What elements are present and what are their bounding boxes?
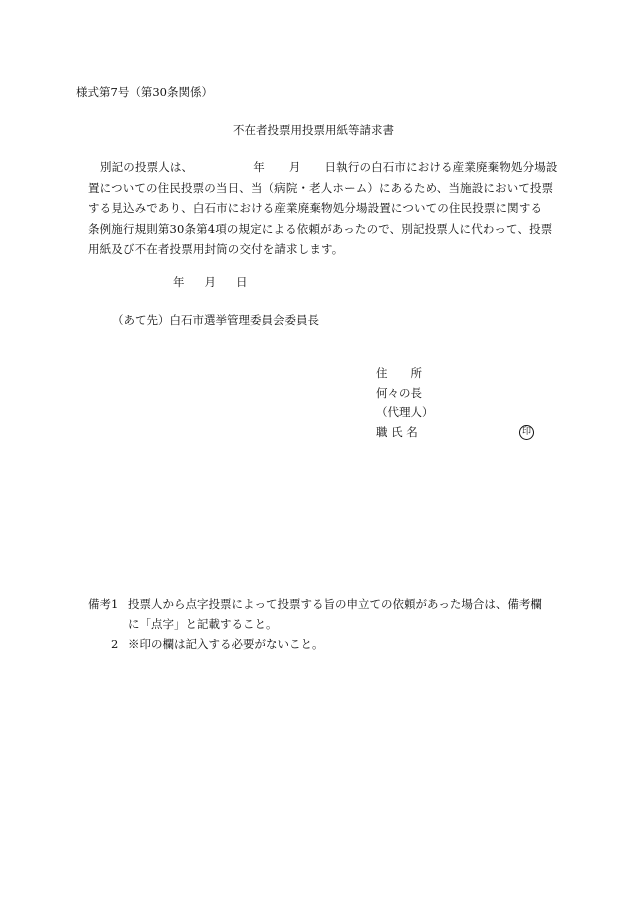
note-2: [88, 634, 542, 654]
name-label: 職 氏 名: [376, 425, 418, 439]
document-title: 不在者投票用投票用紙等請求書: [233, 123, 394, 137]
body-line-3: する見込みであり、白石市における産業廃棄物処分場設置についての住民投票に関する: [88, 201, 543, 216]
date-month: 月: [204, 275, 216, 289]
note-1-text-line-2: に「点字」と記載すること。: [128, 617, 278, 631]
notes-label: 備考1: [88, 597, 119, 611]
proxy-label: （代理人）: [376, 405, 434, 419]
body-line-1: [88, 157, 558, 178]
notes-section: [88, 594, 542, 654]
head-label: 何々の長: [376, 386, 422, 400]
body-line-1-start: 別記の投票人は、: [100, 160, 194, 174]
request-body: [88, 157, 558, 260]
date-year: 年: [173, 275, 185, 289]
note-2-text: ※印の欄は記入する必要がないこと。: [128, 637, 324, 651]
date-day: 日: [236, 275, 248, 289]
note-1: [88, 594, 542, 614]
date-line: [173, 274, 248, 290]
body-month: 月: [288, 160, 301, 174]
body-year: 年: [253, 160, 265, 174]
note-2-number: 2: [111, 637, 119, 651]
note-1-continuation: [88, 614, 542, 634]
addressee: （あて先）白石市選挙管理委員会委員長: [112, 313, 319, 327]
form-number: 様式第7号（第30条関係）: [76, 85, 213, 99]
body-line-1-end: 日執行の白石市における産業廃棄物処分場設: [324, 160, 558, 174]
address-label: 住 所: [376, 366, 422, 380]
body-line-2: 置についての住民投票の当日、当（病院・老人ホーム）にあるため、当施設において投票: [88, 180, 554, 195]
seal-icon: 印: [519, 425, 534, 440]
body-line-5: 用紙及び不在者投票用封筒の交付を請求します。: [88, 242, 344, 257]
note-1-text-line-1: 投票人から点字投票によって投票する旨の申立ての依頼があった場合は、備考欄: [128, 597, 542, 611]
body-line-4: 条例施行規則第30条第4項の規定による依頼があったので、別記投票人に代わって、投票: [88, 221, 553, 236]
